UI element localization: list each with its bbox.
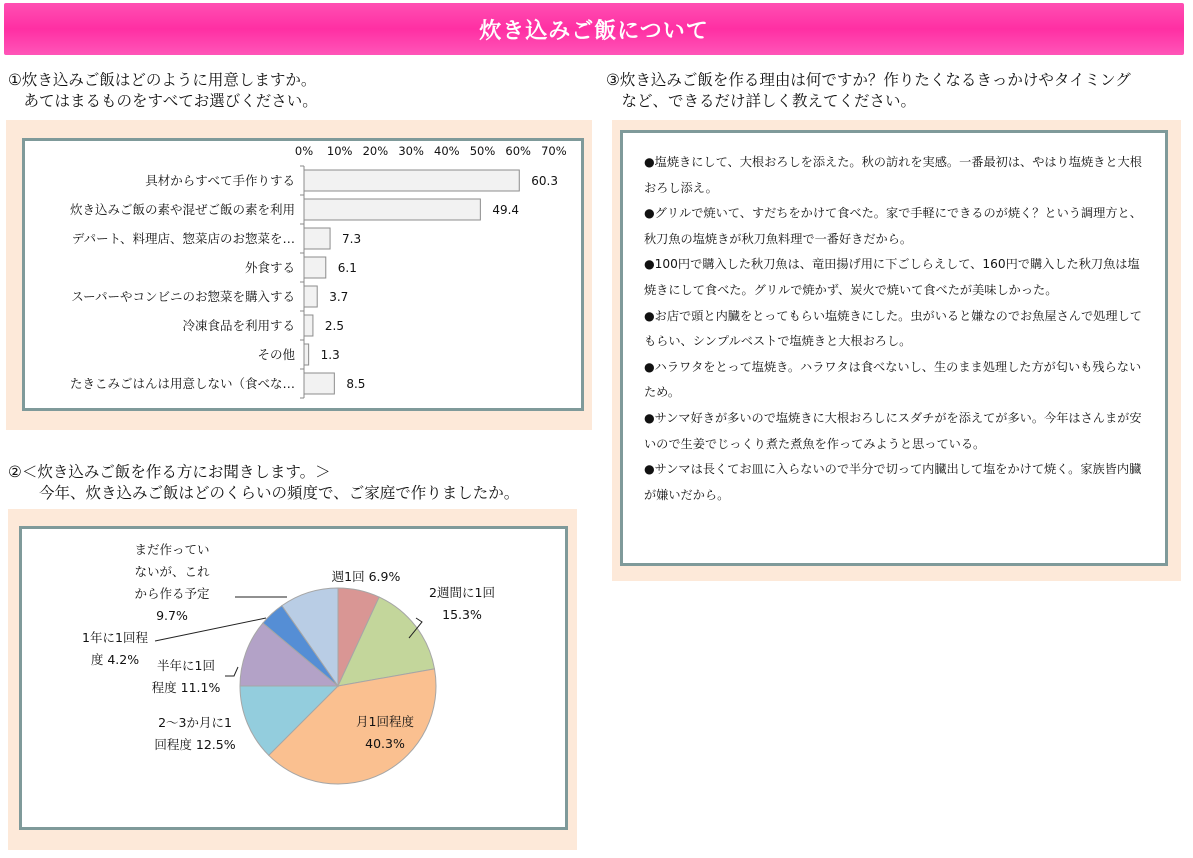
value-label: 6.1 [337,261,357,275]
value-label: 49.4 [492,203,520,217]
slice-label: ないが、これ [134,564,210,579]
q1-title-line: あてはまるものをすべてお選びください。 [8,92,318,110]
slice-label: 2～3か月に1 [158,715,232,730]
x-tick-label: 50% [469,144,496,158]
value-label: 7.3 [342,232,362,246]
category-label: 炊き込みご飯の素や混ぜご飯の素を利用 [69,202,295,217]
page-title: 炊き込みご飯について [479,18,709,44]
q3-answer-list [644,150,1144,508]
category-label: スーパーやコンビニのお惣菜を購入する [71,289,295,304]
category-label: 冷凍食品を利用する [182,318,295,333]
slice-label: 月1回程度 [356,714,414,729]
value-label: 8.5 [346,377,366,391]
slice-label: 40.3% [365,736,405,751]
answer-item: ●サンマ好きが多いので塩焼きに大根おろしにスダチがを添えてが多い。今年はさんまが安いので生姜でじっくり煮た煮魚を作ってみようと思っている。 [644,410,1142,451]
slice-label: 程度 11.1% [151,680,221,695]
x-tick-label: 30% [398,144,424,158]
slice-label: まだ作ってい [134,542,210,557]
answer-item: ●100円で購入した秋刀魚は、竜田揚げ用に下ごしらえして、160円で購入した秋刀魚は塩焼きにして食べた。グリルで焼かず、炭火で焼いて食べたが美味しかった。 [644,257,1140,297]
answer-item: ●お店で頭と内臓をとってもらい塩焼きにした。虫がいると嫌なのでお魚屋さんで処理してもらい、シンプルベストで塩焼きと大根おろし。 [644,308,1142,349]
answer-item: ●ハラワタをとって塩焼き。ハラワタは食べないし、生のまま処理した方が匂いも残らないため。 [644,359,1142,400]
slice-label: 9.7% [156,608,188,623]
category-label: たきこみごはんは用意しない（食べな… [69,376,295,391]
answer-item: ●グリルで焼いて、すだちをかけて食べた。家で手軽にできるのが焼く？という調理方と、秋刀魚の塩焼きが秋刀魚料理で一番好きだから。 [644,206,1142,246]
x-tick-label: 40% [434,144,460,158]
value-label: 3.7 [329,290,349,304]
q3-title-line: など、できるだけ詳しく教えてください。 [606,92,917,110]
slice-label: 15.3% [442,607,482,622]
x-tick-label: 0% [294,144,314,158]
slice-label: 1年に1回程 [82,630,148,645]
q3-title-line: ③炊き込みご飯を作る理由は何ですか？作りたくなるきっかけやタイミング [606,71,1131,89]
x-tick-label: 20% [362,144,389,158]
slice-label: 2週間に1回 [429,585,495,600]
x-tick-label: 60% [505,144,531,158]
answer-item: ●塩焼きにして、大根おろしを添えた。秋の訪れを実感。一番最初は、やはり塩焼きと大根おろし添え。 [644,155,1142,195]
category-label: その他 [257,347,295,362]
value-label: 1.3 [320,348,340,362]
slice-label: 回程度 12.5% [154,737,236,752]
slice-label: 半年に1回 [157,658,215,673]
q3-title [606,70,1131,112]
value-label: 60.3 [531,174,558,188]
slice-label: 度 4.2% [90,652,140,667]
x-tick-label: 10% [326,144,353,158]
q1-title-line: ①炊き込みご飯はどのように用意しますか。 [8,71,317,89]
q2-title-line: ②＜炊き込みご飯を作る方にお聞きします。＞ [8,463,331,481]
q2-title-line: 今年、炊き込みご飯はどのくらいの頻度で、ご家庭で作りましたか。 [8,484,520,502]
leader-line [225,667,238,676]
category-label: 外食する [244,260,295,275]
answer-item: ●サンマは長くてお皿に入らないので半分で切って内臓出して塩をかけて焼く。家族皆内臓が嫌いだから。 [644,462,1142,502]
category-label: デパート、料理店、惣菜店のお惣菜を… [71,231,295,246]
value-label: 2.5 [324,319,345,333]
x-tick-label: 70% [541,144,567,158]
slice-label: 週1回 6.9% [331,569,401,584]
slice-label: から作る予定 [134,586,210,601]
category-label: 具材からすべて手作りする [145,173,295,188]
